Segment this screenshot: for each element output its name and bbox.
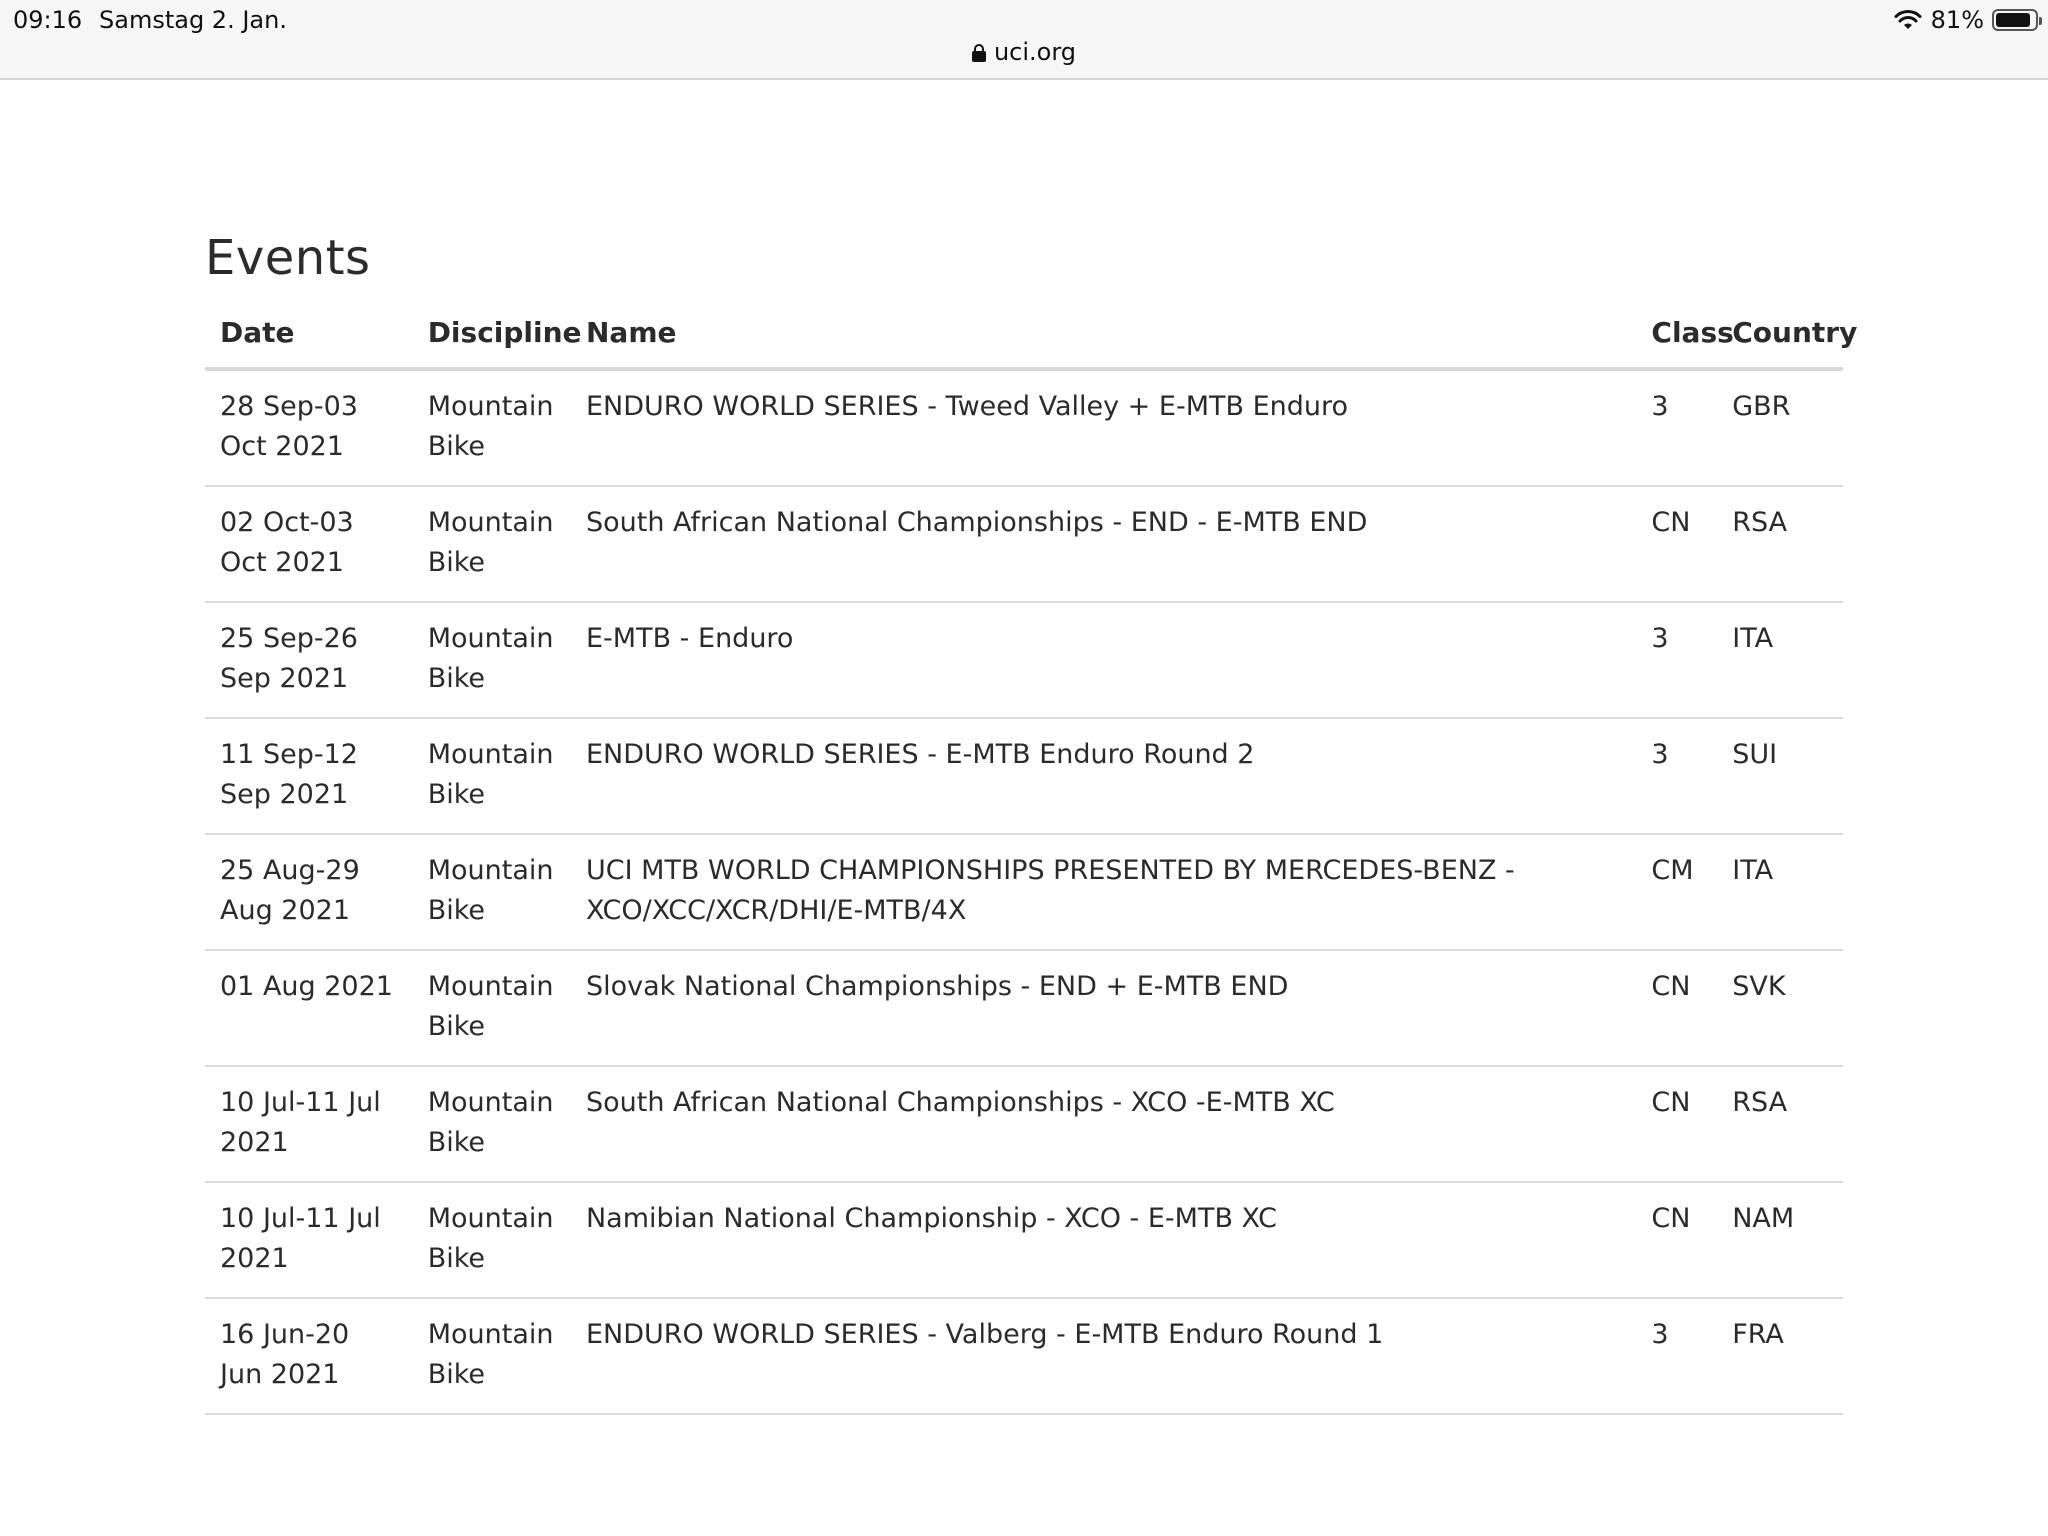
cell-country: SVK [1717, 950, 1843, 1066]
cell-event-name[interactable]: UCI MTB WORLD CHAMPIONSHIPS PRESENTED BY MERCEDES-BENZ - XCO/XCC/XCR/DHI/E-MTB/4X [571, 834, 1636, 950]
header-date: Date [205, 316, 413, 369]
events-table [205, 316, 1858, 1415]
table-row[interactable] [205, 1066, 1843, 1182]
cell-class: CN [1636, 950, 1717, 1066]
header-name: Name [571, 316, 1636, 369]
cell-event-name[interactable]: ENDURO WORLD SERIES - Valberg - E-MTB Enduro Round 1 [571, 1298, 1636, 1414]
header-discipline: Discipline [413, 316, 571, 369]
cell-country: RSA [1717, 1066, 1843, 1182]
cell-country: GBR [1717, 369, 1843, 486]
url-text: uci.org [993, 38, 1077, 66]
page-title: Events [205, 230, 371, 286]
cell-date: 10 Jul-11 Jul 2021 [205, 1066, 413, 1182]
cell-event-name[interactable]: Slovak National Championships - END + E-MTB END [571, 950, 1636, 1066]
cell-country: NAM [1717, 1182, 1843, 1298]
status-time: 09:16 [13, 6, 83, 34]
cell-class: CN [1636, 486, 1717, 602]
table-row[interactable] [205, 950, 1843, 1066]
cell-date: 02 Oct-03 Oct 2021 [205, 486, 413, 602]
header-country: Country [1717, 316, 1843, 369]
cell-country: RSA [1717, 486, 1843, 602]
main-content [205, 230, 1858, 1415]
cell-class: 3 [1636, 602, 1717, 718]
wifi-icon [1893, 8, 1923, 32]
status-indicators [1893, 6, 2038, 34]
cell-discipline: Mountain Bike [413, 486, 571, 602]
cell-discipline: Mountain Bike [413, 1182, 571, 1298]
cell-date: 10 Jul-11 Jul 2021 [205, 1182, 413, 1298]
header-class: Class [1636, 316, 1717, 369]
cell-event-name[interactable]: ENDURO WORLD SERIES - E-MTB Enduro Round 2 [571, 718, 1636, 834]
table-row[interactable] [205, 1298, 1843, 1414]
battery-percent: 81% [1930, 6, 1984, 34]
table-row[interactable] [205, 1182, 1843, 1298]
cell-class: 3 [1636, 718, 1717, 834]
cell-discipline: Mountain Bike [413, 950, 571, 1066]
cell-date: 01 Aug 2021 [205, 950, 413, 1066]
cell-discipline: Mountain Bike [413, 1298, 571, 1414]
cell-discipline: Mountain Bike [413, 834, 571, 950]
battery-icon [1992, 9, 2038, 31]
cell-date: 28 Sep-03 Oct 2021 [205, 369, 413, 486]
cell-discipline: Mountain Bike [413, 1066, 571, 1182]
cell-country: FRA [1717, 1298, 1843, 1414]
table-row[interactable] [205, 834, 1843, 950]
lock-icon [972, 44, 986, 62]
cell-discipline: Mountain Bike [413, 369, 571, 486]
cell-discipline: Mountain Bike [413, 718, 571, 834]
cell-event-name[interactable]: South African National Championships - XCO -E-MTB XC [571, 1066, 1636, 1182]
table-row[interactable] [205, 718, 1843, 834]
status-bar [0, 0, 2048, 80]
cell-discipline: Mountain Bike [413, 602, 571, 718]
cell-country: ITA [1717, 602, 1843, 718]
cell-date: 11 Sep-12 Sep 2021 [205, 718, 413, 834]
address-bar[interactable] [0, 38, 2048, 66]
cell-event-name[interactable]: E-MTB - Enduro [571, 602, 1636, 718]
cell-event-name[interactable]: Namibian National Championship - XCO - E-MTB XC [571, 1182, 1636, 1298]
table-header-row [205, 316, 1843, 369]
cell-event-name[interactable]: South African National Championships - END - E-MTB END [571, 486, 1636, 602]
cell-class: CM [1636, 834, 1717, 950]
cell-class: 3 [1636, 1298, 1717, 1414]
table-row[interactable] [205, 486, 1843, 602]
table-row[interactable] [205, 369, 1843, 486]
cell-class: CN [1636, 1182, 1717, 1298]
cell-class: 3 [1636, 369, 1717, 486]
cell-date: 25 Aug-29 Aug 2021 [205, 834, 413, 950]
cell-date: 16 Jun-20 Jun 2021 [205, 1298, 413, 1414]
status-date: Samstag 2. Jan. [99, 6, 287, 34]
cell-date: 25 Sep-26 Sep 2021 [205, 602, 413, 718]
table-row[interactable] [205, 602, 1843, 718]
cell-class: CN [1636, 1066, 1717, 1182]
cell-country: SUI [1717, 718, 1843, 834]
cell-country: ITA [1717, 834, 1843, 950]
cell-event-name[interactable]: ENDURO WORLD SERIES - Tweed Valley + E-MTB Enduro [571, 369, 1636, 486]
